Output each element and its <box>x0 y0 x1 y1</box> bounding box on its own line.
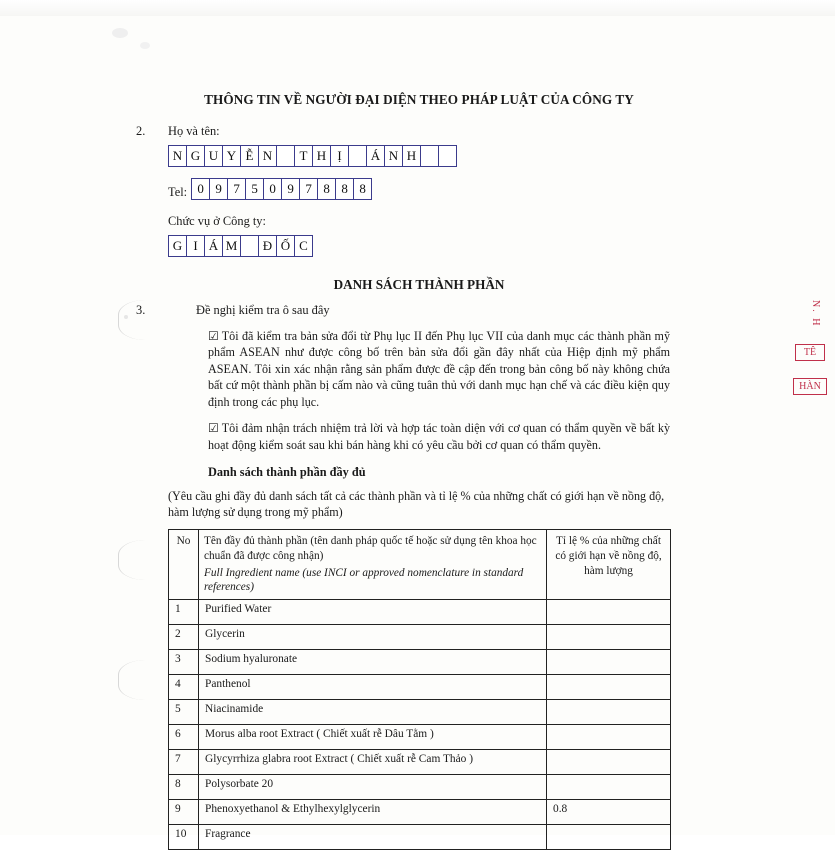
comb-cell[interactable]: Á <box>205 236 223 256</box>
cell-ingredient-name: Glycerin <box>199 625 547 650</box>
comb-cell[interactable]: M <box>223 236 241 256</box>
cell-ingredient-name: Sodium hyaluronate <box>199 650 547 675</box>
cell-no: 5 <box>169 700 199 725</box>
ingredient-table <box>168 529 671 850</box>
cell-no: 7 <box>169 750 199 775</box>
column-header-no: No <box>169 529 199 600</box>
item-number-3: 3. <box>136 303 146 317</box>
checkbox-checked-icon[interactable]: ☑ <box>208 421 219 436</box>
tel-row <box>168 178 670 200</box>
cell-no: 2 <box>169 625 199 650</box>
comb-cell[interactable]: I <box>187 236 205 256</box>
cell-percent <box>547 600 671 625</box>
label-position: Chức vụ ở Công ty: <box>168 214 266 228</box>
comb-cell[interactable] <box>349 146 367 166</box>
red-stamp-line-2: HÀN <box>799 381 821 392</box>
cell-no: 8 <box>169 775 199 800</box>
cell-ingredient-name: Morus alba root Extract ( Chiết xuất rễ Dâu Tằm ) <box>199 725 547 750</box>
cell-ingredient-name: Phenoxyethanol & Ethylhexylglycerin <box>199 800 547 825</box>
scan-artifact <box>118 540 145 580</box>
comb-cell[interactable]: Ố <box>277 236 295 256</box>
red-stamp-vertical-text: N. H <box>810 300 821 328</box>
field-name-row <box>136 124 670 139</box>
page-top-edge <box>0 0 835 16</box>
comb-cell[interactable] <box>241 236 259 256</box>
cell-ingredient-name: Panthenol <box>199 675 547 700</box>
comb-cell[interactable]: 7 <box>228 179 246 199</box>
comb-cell[interactable]: H <box>313 146 331 166</box>
table-row <box>169 825 671 850</box>
label-tel: Tel: <box>168 185 188 199</box>
comb-cell[interactable]: N <box>385 146 403 166</box>
cell-no: 10 <box>169 825 199 850</box>
cell-ingredient-name: Purified Water <box>199 600 547 625</box>
comb-cell[interactable]: U <box>205 146 223 166</box>
declaration-paragraph-1 <box>208 328 670 410</box>
table-header-row <box>169 529 671 600</box>
comb-cell[interactable]: N <box>169 146 187 166</box>
full-ingredient-list-note: (Yêu cầu ghi đầy đủ danh sách tất cả các thành phần và tỉ lệ % của những chất có giới hạn về nồng độ, hàm lượng sử dụng trong mỹ phẩm) <box>168 489 665 520</box>
scan-artifact <box>112 28 128 38</box>
table-row <box>169 700 671 725</box>
comb-cell[interactable]: T <box>295 146 313 166</box>
cell-no: 1 <box>169 600 199 625</box>
cell-percent <box>547 725 671 750</box>
cell-percent <box>547 650 671 675</box>
red-stamp-line-1: TÊ <box>803 347 817 358</box>
document-body <box>136 92 670 850</box>
tel-comb-field[interactable] <box>191 178 372 200</box>
comb-cell[interactable]: 9 <box>282 179 300 199</box>
comb-cell[interactable]: 7 <box>300 179 318 199</box>
comb-cell[interactable]: Ị <box>331 146 349 166</box>
cell-percent <box>547 700 671 725</box>
column-header-name-en: Full Ingredient name (use INCI or approved nomenclature in standard references) <box>204 566 524 594</box>
comb-cell[interactable]: H <box>403 146 421 166</box>
cell-ingredient-name: Polysorbate 20 <box>199 775 547 800</box>
page-title: THÔNG TIN VỀ NGƯỜI ĐẠI DIỆN THEO PHÁP LUẬT CỦA CÔNG TY <box>204 92 634 107</box>
comb-cell[interactable] <box>277 146 295 166</box>
cell-no: 3 <box>169 650 199 675</box>
column-header-name-vn: Tên đầy đủ thành phần (tên danh pháp quốc tế hoặc sử dụng tên khoa học chuẩn đã được công nhận) <box>204 534 537 562</box>
comb-cell[interactable]: 0 <box>192 179 210 199</box>
comb-cell[interactable]: 5 <box>246 179 264 199</box>
section-title: DANH SÁCH THÀNH PHẦN <box>333 277 505 292</box>
item-3-row <box>136 303 670 318</box>
red-stamp-box-2 <box>793 378 827 395</box>
cell-ingredient-name: Fragrance <box>199 825 547 850</box>
cell-no: 4 <box>169 675 199 700</box>
declaration-text-1: Tôi đã kiểm tra bản sửa đổi từ Phụ lục II đến Phụ lục VII của danh mục các thành phần mỹ phẩm ASEAN như được công bố trên bản sửa đổi gần đây nhất của Hiệp định mỹ phẩm ASEAN. Tôi xin xác nhận rằng sản phẩm được đề cập đến trong bản công bố này không chứa bất cứ một thành phần bị cấm nào và cũng tuân thủ với danh mục hạn chế và các điều kiện quy định trong các phụ lục. <box>208 329 670 409</box>
comb-cell[interactable] <box>439 146 456 166</box>
cell-percent <box>547 625 671 650</box>
comb-cell[interactable]: G <box>187 146 205 166</box>
red-stamp-box <box>795 344 825 361</box>
table-row <box>169 625 671 650</box>
scan-artifact <box>118 660 145 700</box>
comb-cell[interactable]: Đ <box>259 236 277 256</box>
cell-percent: 0.8 <box>547 800 671 825</box>
comb-cell[interactable]: G <box>169 236 187 256</box>
cell-ingredient-name: Niacinamide <box>199 700 547 725</box>
table-row <box>169 600 671 625</box>
comb-cell[interactable]: 0 <box>264 179 282 199</box>
table-row <box>169 675 671 700</box>
cell-no: 9 <box>169 800 199 825</box>
cell-percent <box>547 750 671 775</box>
declaration-paragraph-2 <box>208 420 670 453</box>
table-row <box>169 650 671 675</box>
table-row <box>169 725 671 750</box>
comb-cell[interactable]: 9 <box>210 179 228 199</box>
cell-percent <box>547 775 671 800</box>
item-3-heading: Đề nghị kiểm tra ô sau đây <box>196 303 330 317</box>
comb-cell[interactable]: Ễ <box>241 146 259 166</box>
declaration-text-2: Tôi đảm nhận trách nhiệm trả lời và hợp tác toàn diện với cơ quan có thẩm quyền về bất kỳ hoạt động kiểm soát sau khi bán hàng khi có yêu cầu bởi cơ quan có thẩm quyền. <box>208 421 670 452</box>
scan-artifact <box>124 315 128 319</box>
comb-cell[interactable]: Á <box>367 146 385 166</box>
checkbox-checked-icon[interactable]: ☑ <box>208 329 219 343</box>
full-ingredient-list-title: Danh sách thành phần đầy đủ <box>208 465 366 480</box>
position-comb-field[interactable] <box>168 235 313 257</box>
comb-cell[interactable]: N <box>259 146 277 166</box>
comb-cell[interactable]: C <box>299 238 308 253</box>
cell-percent <box>547 675 671 700</box>
comb-cell[interactable]: 8 <box>359 181 366 196</box>
column-header-ingredient-name <box>199 529 547 600</box>
column-header-percent: Tỉ lệ % của những chất có giới hạn về nồng độ, hàm lượng <box>547 529 671 600</box>
comb-cell[interactable]: 8 <box>336 179 354 199</box>
comb-cell[interactable] <box>421 146 439 166</box>
cell-percent <box>547 825 671 850</box>
comb-cell[interactable]: 8 <box>318 179 336 199</box>
table-row <box>169 775 671 800</box>
label-full-name: Họ và tên: <box>168 124 220 138</box>
name-comb-field[interactable] <box>168 145 457 167</box>
table-row <box>169 800 671 825</box>
item-number-2: 2. <box>136 124 146 138</box>
cell-ingredient-name: Glycyrrhiza glabra root Extract ( Chiết xuất rễ Cam Thảo ) <box>199 750 547 775</box>
table-row <box>169 750 671 775</box>
cell-no: 6 <box>169 725 199 750</box>
comb-cell[interactable]: Y <box>223 146 241 166</box>
scan-artifact <box>140 42 150 49</box>
